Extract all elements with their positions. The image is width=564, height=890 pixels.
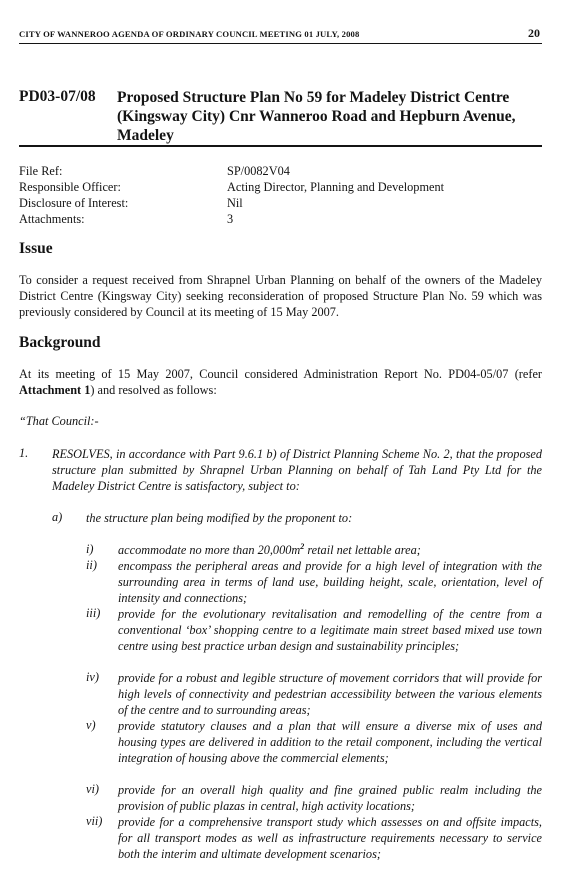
meta-row-disclosure (19, 196, 539, 211)
list-item-number: vii) (86, 814, 103, 828)
list-item-number: iii) (86, 606, 101, 620)
meta-row-file-ref (19, 164, 539, 179)
meta-row-responsible-officer (19, 180, 539, 195)
list-item: encompass the peripheral areas and provide for a high level of integration with the surrounding area in terms of land use, building height, scale, orientation, level of intensity and connections; (118, 559, 542, 605)
superscript: 2 (300, 541, 305, 551)
resolution-number: 1. (19, 446, 29, 460)
report-title: Proposed Structure Plan No 59 for Madeley District Centre (Kingsway City) Cnr Wanneroo Road and Hepburn Avenue, Madeley (117, 89, 516, 144)
issue-heading: Issue (19, 240, 53, 257)
background-paragraph (19, 366, 542, 398)
resolution-intro: “That Council:- (19, 414, 99, 428)
meta-value: SP/0082V04 (227, 164, 290, 178)
page-header (19, 26, 542, 43)
list-item-number: i) (86, 542, 94, 556)
meta-row-attachments (19, 212, 539, 227)
meta-value: 3 (227, 212, 234, 226)
attachment-reference: Attachment 1 (19, 383, 91, 397)
issue-paragraph: To consider a request received from Shrapnel Urban Planning on behalf of the owners of the Madeley District Centre (Kingsway City) seeking reconsideration of proposed Structure Plan No. 59 which was previously considered by Council at its meeting of 15 May 2007. (19, 273, 542, 319)
list-item-text: accommodate no more than 20,000m (118, 543, 301, 557)
sub-clause-text: the structure plan being modified by the proponent to: (86, 511, 353, 525)
meta-value: Acting Director, Planning and Development (227, 180, 445, 194)
list-item-number: vi) (86, 782, 99, 796)
header-title: CITY OF WANNEROO AGENDA OF ORDINARY COUNCIL MEETING 01 JULY, 2008 (19, 29, 360, 39)
list-item: provide statutory clauses and a plan that will ensure a diverse mix of uses and housing types are delivered in addition to the retail component, including the vertical integration of housing above the commercial elements; (118, 719, 542, 765)
list-item-text: retail net lettable area; (304, 543, 421, 557)
meta-label: Responsible Officer: (19, 180, 121, 194)
page-number: 20 (528, 26, 540, 40)
list-item: provide for a robust and legible structure of movement corridors that will provide for high levels of connectivity and pedestrian accessibility between the various elements of the centre and to surrounding areas; (118, 671, 542, 717)
resolution-text: RESOLVES, in accordance with Part 9.6.1 b) of District Planning Scheme No. 2, that the proposed structure plan submitted by Shrapnel Urban Planning on behalf of Tah Land Pty Ltd for the Madeley District Centre is satisfactory, subject to: (52, 447, 542, 493)
report-code: PD03-07/08 (19, 88, 96, 105)
list-item: provide for the evolutionary revitalisation and remodelling of the centre from a conventional ‘box’ shopping centre to a legitimate main street based mixed use town centre using best practice urban design and sustainability principles; (118, 607, 542, 653)
list-item: provide for an overall high quality and fine grained public realm including the provision of public plazas in central, high activity locations; (118, 783, 542, 813)
meta-label: File Ref: (19, 164, 63, 178)
list-item (118, 542, 542, 558)
background-text-before: At its meeting of 15 May 2007, Council considered Administration Report No. PD04-05/07 (refer (19, 367, 542, 381)
list-item-number: ii) (86, 558, 97, 572)
header-divider (19, 43, 542, 44)
sub-clause-label: a) (52, 510, 63, 524)
title-divider (19, 145, 542, 147)
background-text-after: ) and resolved as follows: (90, 383, 217, 397)
background-heading: Background (19, 334, 101, 351)
list-item-number: v) (86, 718, 96, 732)
meta-label: Disclosure of Interest: (19, 196, 129, 210)
meta-value: Nil (227, 196, 243, 210)
meta-label: Attachments: (19, 212, 85, 226)
list-item: provide for a comprehensive transport study which assesses on and offsite impacts, for all transport modes as well as infrastructure requirements necessary to service both the interim and ultimate development scenarios; (118, 815, 542, 861)
list-item-number: iv) (86, 670, 99, 684)
